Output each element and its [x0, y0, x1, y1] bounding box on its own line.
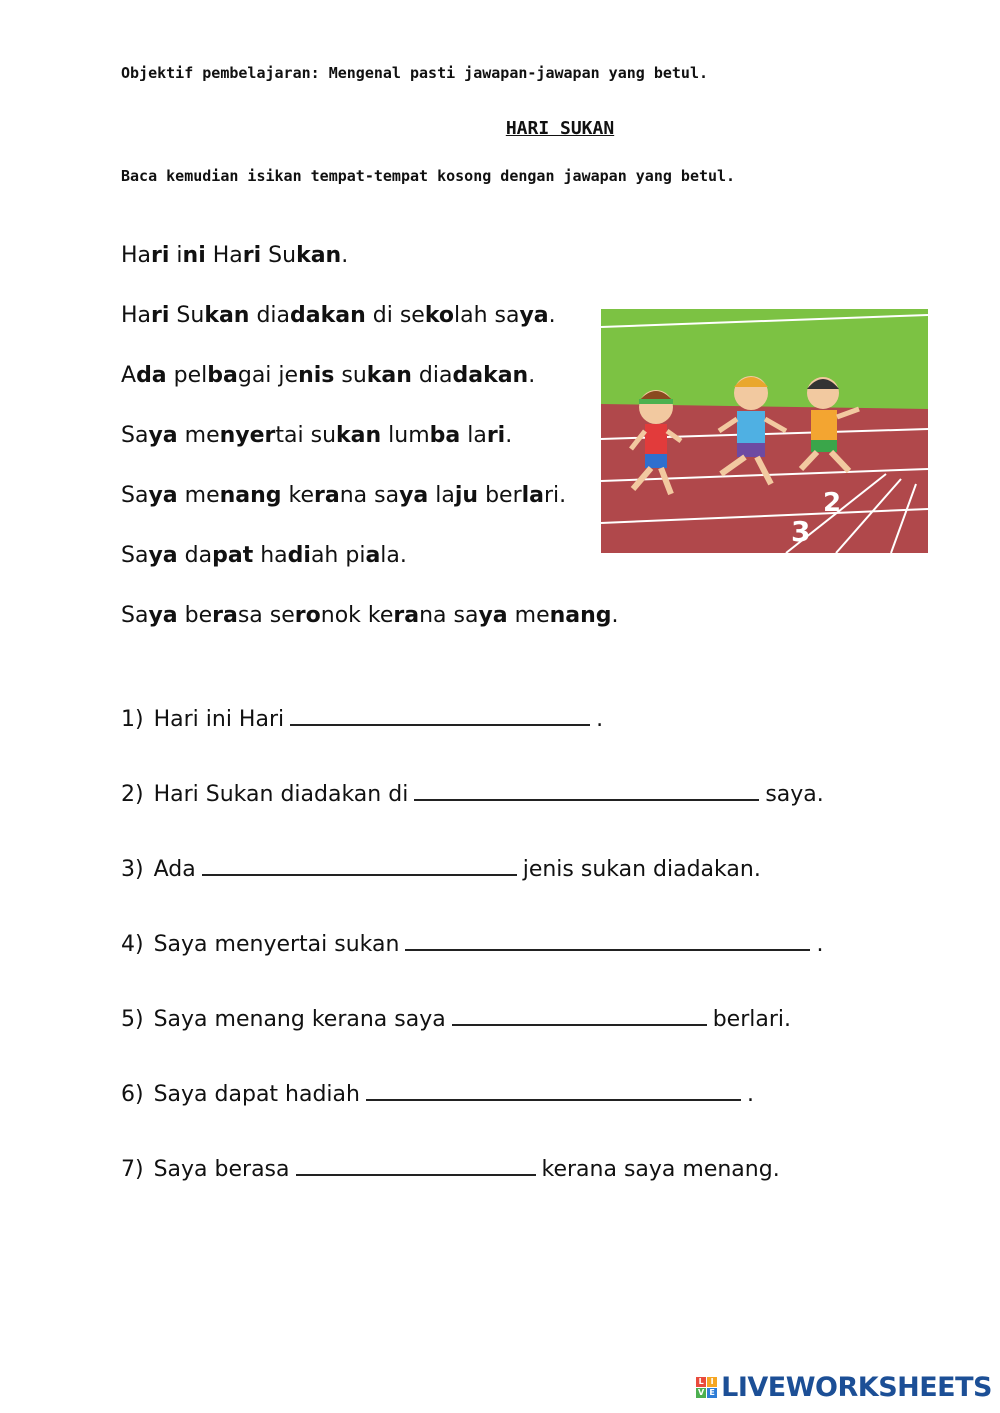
question-text-after: .: [816, 932, 824, 957]
story-syllable-bold: da: [290, 303, 321, 328]
answer-blank[interactable]: [414, 777, 759, 801]
question-item: [121, 852, 824, 927]
question-number: 3): [121, 857, 144, 882]
question-text-after: kerana saya menang.: [541, 1157, 780, 1182]
answer-blank[interactable]: [296, 1152, 536, 1176]
story-syllable: .: [611, 603, 619, 628]
story-syllable-bold: ri: [242, 243, 262, 268]
instruction-text: Baca kemudian isikan tempat-tempat kosong dengan jawapan yang betul.: [121, 167, 736, 185]
question-text-before: Saya menyertai sukan: [153, 932, 400, 957]
story-syllable-bold: ro: [294, 603, 321, 628]
answer-blank[interactable]: [202, 852, 517, 876]
story-syllable: su: [334, 363, 367, 388]
story-line: [121, 240, 619, 300]
question-number: 2): [121, 782, 144, 807]
story-syllable-bold: pat: [212, 543, 254, 568]
question-number: 6): [121, 1082, 144, 1107]
fill-in-questions: [121, 702, 824, 1227]
story-syllable: me: [177, 423, 220, 448]
story-syllable-bold: ya: [148, 483, 178, 508]
story-syllable: Sa: [121, 603, 149, 628]
question-text-before: Saya berasa: [153, 1157, 290, 1182]
story-syllable: A: [121, 363, 137, 388]
story-syllable: Ha: [121, 303, 152, 328]
question-text-before: Saya menang kerana saya: [153, 1007, 446, 1032]
story-syllable: Ha: [121, 243, 152, 268]
story-syllable: Sa: [121, 543, 149, 568]
story-syllable: Sa: [121, 483, 149, 508]
page-title: HARI SUKAN: [505, 118, 615, 139]
story-syllable-bold: da: [452, 363, 484, 388]
story-syllable-bold: ra: [212, 603, 238, 628]
story-syllable: lum: [381, 423, 430, 448]
story-syllable-bold: ya: [399, 483, 429, 508]
story-syllable: ber: [478, 483, 522, 508]
story-syllable: ri.: [544, 483, 567, 508]
answer-blank[interactable]: [452, 1002, 707, 1026]
question-item: [121, 702, 824, 777]
question-number: 4): [121, 932, 144, 957]
answer-blank[interactable]: [290, 702, 590, 726]
answer-blank[interactable]: [366, 1077, 741, 1101]
story-syllable-bold: ko: [424, 303, 454, 328]
story-syllable-bold: kan: [336, 423, 382, 448]
story-syllable: Su: [169, 303, 205, 328]
story-syllable-bold: ya: [478, 603, 508, 628]
story-syllable-bold: kan: [204, 303, 250, 328]
story-syllable: .: [341, 243, 349, 268]
story-line: [121, 360, 619, 420]
question-number: 1): [121, 707, 144, 732]
story-paragraph: [121, 240, 619, 660]
running-race-illustration: [601, 309, 928, 553]
story-syllable: .: [505, 423, 513, 448]
question-text-after: saya.: [765, 782, 824, 807]
story-line: [121, 420, 619, 480]
story-syllable-bold: ri: [151, 243, 170, 268]
story-syllable-bold: da: [136, 363, 167, 388]
story-line: [121, 300, 619, 360]
story-syllable: lah sa: [453, 303, 520, 328]
story-syllable-bold: nis: [298, 363, 335, 388]
story-syllable-bold: ya: [148, 543, 178, 568]
story-syllable-bold: kan: [320, 303, 366, 328]
story-syllable: pel: [166, 363, 208, 388]
story-syllable: me: [507, 603, 550, 628]
story-syllable-bold: la: [521, 483, 545, 508]
story-syllable: nok ke: [320, 603, 394, 628]
story-syllable: Su: [261, 243, 297, 268]
story-syllable: ke: [281, 483, 315, 508]
story-syllable-bold: ju: [454, 483, 479, 508]
question-number: 7): [121, 1157, 144, 1182]
story-syllable-bold: kan: [483, 363, 529, 388]
question-text-before: Saya dapat hadiah: [153, 1082, 360, 1107]
story-syllable: sa se: [237, 603, 295, 628]
question-text-after: .: [596, 707, 604, 732]
story-syllable: me: [177, 483, 220, 508]
story-syllable-bold: kan: [296, 243, 342, 268]
question-text-before: Hari Sukan diadakan di: [153, 782, 409, 807]
question-item: [121, 1002, 824, 1077]
story-syllable-bold: ba: [429, 423, 461, 448]
story-syllable-bold: ra: [314, 483, 340, 508]
liveworksheets-logo: [696, 1372, 992, 1403]
story-syllable: Ha: [205, 243, 243, 268]
story-syllable: tai su: [275, 423, 337, 448]
story-syllable-bold: ri: [151, 303, 170, 328]
story-syllable: i: [176, 243, 183, 268]
story-syllable: be: [177, 603, 213, 628]
story-syllable-bold: nang: [219, 483, 282, 508]
question-text-after: jenis sukan diadakan.: [522, 857, 761, 882]
story-line: [121, 540, 619, 600]
question-text-after: berlari.: [712, 1007, 792, 1032]
question-text-before: Ada: [153, 857, 196, 882]
lane-number-2: 2: [823, 488, 842, 518]
story-syllable: la: [460, 423, 487, 448]
question-item: [121, 927, 824, 1002]
answer-blank[interactable]: [405, 927, 810, 951]
story-syllable: ah pi: [310, 543, 366, 568]
story-syllable: ha: [253, 543, 288, 568]
story-syllable: di se: [365, 303, 425, 328]
story-syllable: a: [276, 303, 291, 328]
question-text-before: Hari ini Hari: [153, 707, 285, 732]
story-syllable: a: [439, 363, 453, 388]
story-syllable-bold: kan: [366, 363, 412, 388]
question-item: [121, 777, 824, 852]
question-item: [121, 1077, 824, 1152]
story-syllable-bold: nang: [549, 603, 612, 628]
story-syllable-bold: ya: [519, 303, 549, 328]
story-syllable: di: [249, 303, 277, 328]
story-syllable: Sa: [121, 423, 149, 448]
story-syllable-bold: di: [287, 543, 311, 568]
story-syllable-bold: ra: [393, 603, 420, 628]
logo-mark-icon: L I V E: [696, 1377, 717, 1398]
story-syllable-bold: ya: [148, 603, 178, 628]
story-syllable: .: [528, 363, 536, 388]
story-syllable: gai je: [237, 363, 299, 388]
story-syllable: la: [428, 483, 455, 508]
story-syllable: na sa: [339, 483, 400, 508]
question-text-after: .: [746, 1082, 754, 1107]
story-line: [121, 600, 619, 660]
story-line: [121, 480, 619, 540]
question-number: 5): [121, 1007, 144, 1032]
story-syllable: di: [411, 363, 439, 388]
story-syllable: na sa: [419, 603, 479, 628]
story-syllable-bold: ya: [148, 423, 178, 448]
story-syllable: da: [177, 543, 213, 568]
question-item: [121, 1152, 824, 1227]
story-syllable-bold: a: [365, 543, 381, 568]
story-syllable-bold: ni: [182, 243, 206, 268]
story-syllable: la.: [380, 543, 407, 568]
learning-objective: Objektif pembelajaran: Mengenal pasti jawapan-jawapan yang betul.: [121, 64, 708, 82]
story-syllable-bold: ri: [486, 423, 506, 448]
story-syllable: .: [548, 303, 556, 328]
story-syllable-bold: nyer: [219, 423, 276, 448]
brand-name: LIVEWORKSHEETS: [721, 1372, 992, 1403]
lane-number-3: 3: [791, 515, 811, 548]
story-syllable-bold: ba: [207, 363, 238, 388]
